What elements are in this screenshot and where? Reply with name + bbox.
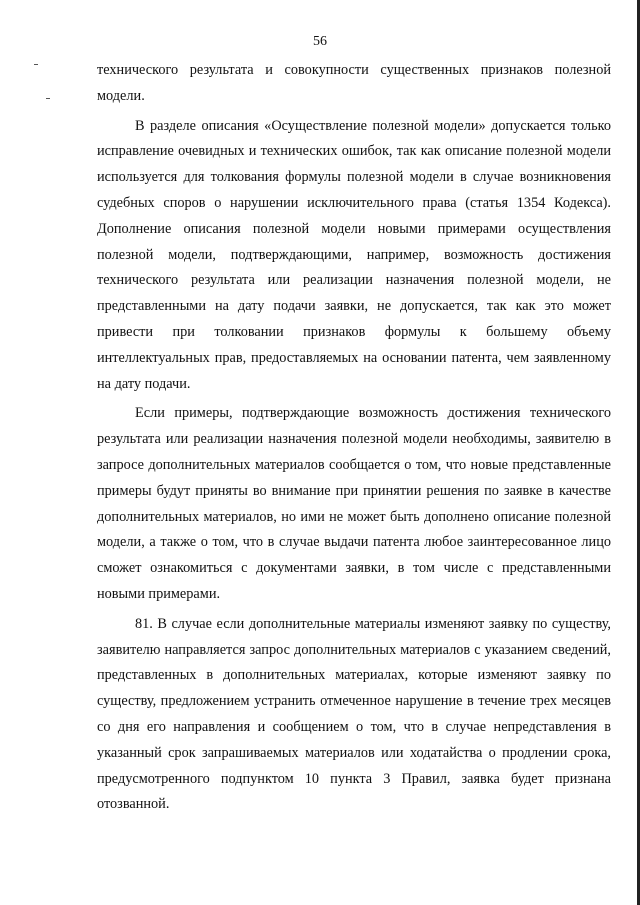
page-number: 56 bbox=[313, 34, 327, 49]
body-text bbox=[97, 58, 611, 822]
scan-speck bbox=[46, 98, 50, 99]
paragraph-item-81: 81. В случае если дополнительные материалы изменяют заявку по существу, заявителю направляется запрос дополнительных материалов с указанием сведений, представленных в дополнительных материалах, которые изменяют заявку по существу, предложением устранить отмеченное нарушение в течение трех месяцев со дня его направления и сообщением о том, что в случае непредставления в указанный срок запрашиваемых материалов или ходатайства о продлении срока, предусмотренного подпунктом 10 пункта 3 Правил, заявка будет признана отозванной. bbox=[97, 615, 611, 813]
paragraph: Если примеры, подтверждающие возможность достижения технического результата или реализации назначения полезной модели необходимы, заявителю в запросе дополнительных материалов сообщается о том, что новые представленные примеры будут приняты во внимание при принятии решения по заявке в качестве дополнительных материалов, но ими не может быть дополнено описание полезной модели, а также о том, что в случае выдачи патента любое заинтересованное лицо сможет ознакомиться с документами заявки, в том числе с представленными новыми примерами. bbox=[97, 405, 611, 602]
paragraph-continuation: технического результата и совокупности существенных признаков полезной модели. bbox=[97, 62, 611, 104]
paragraph: В разделе описания «Осуществление полезной модели» допускается только исправление очевидных и технических ошибок, так как описание полезной модели используется для толкования формулы полезной модели в случае возникновения судебных споров о нарушении исключительного права (статья 1354 Кодекса). Дополнение описания полезной модели новыми примерами осуществления полезной модели, подтверждающими, например, возможность достижения технического результата или реализации назначения полезной модели, не представленными на дату подачи заявки, не допускается, так как это может привести при толковании признаков формулы к большему объему интеллектуальных прав, предоставляемых на основании патента, чем заявленному на дату подачи. bbox=[97, 117, 611, 392]
scan-speck bbox=[34, 64, 38, 65]
